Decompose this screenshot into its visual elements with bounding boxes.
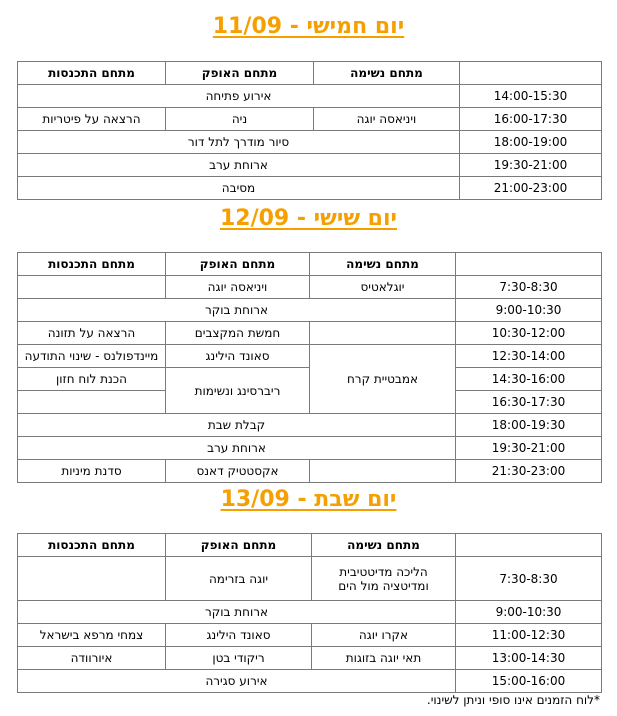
table-row xyxy=(18,131,602,154)
activity-cell: ריברסינג ונשימות xyxy=(166,368,310,414)
activity-cell: סאונד הילינג xyxy=(166,624,312,647)
activity-cell: ויניאסה יוגה xyxy=(166,276,310,299)
header-compound-ofek: מתחם האופק xyxy=(166,253,310,276)
header-time xyxy=(460,62,602,85)
table-row xyxy=(18,601,602,624)
header-compound-nesima: מתחם נשימה xyxy=(312,534,456,557)
activity-cell: סדנת מיניות xyxy=(18,460,166,483)
table-row xyxy=(18,154,602,177)
day-title-saturday: יום שבת - 13/09 xyxy=(220,487,397,512)
table-row xyxy=(18,322,602,345)
activity-cell: הכנת לוח חזון xyxy=(18,368,166,391)
event-cell: ארוחת בוקר xyxy=(18,299,456,322)
time-cell: 9:00-10:30 xyxy=(456,299,602,322)
table-row xyxy=(18,670,602,693)
event-cell: סיור מודרך לתל דור xyxy=(18,131,460,154)
header-time xyxy=(456,534,602,557)
event-cell: אירוע פתיחה xyxy=(18,85,460,108)
activity-cell: יוגלאטיס xyxy=(310,276,456,299)
activity-cell: הרצאה על תזונה xyxy=(18,322,166,345)
header-compound-ofek: מתחם האופק xyxy=(166,534,312,557)
time-cell: 11:00-12:30 xyxy=(456,624,602,647)
schedule-table-friday xyxy=(17,252,602,483)
activity-cell: אקסטטיק דאנס xyxy=(166,460,310,483)
activity-cell: סאונד הילינג xyxy=(166,345,310,368)
table-row xyxy=(18,276,602,299)
activity-cell: הליכה מדיטטיבית ומדיטציה מול הים xyxy=(312,557,456,601)
header-compound-hitkansut: מתחם התכנסות xyxy=(18,534,166,557)
time-cell: 9:00-10:30 xyxy=(456,601,602,624)
table-header-row xyxy=(18,534,602,557)
header-compound-hitkansut: מתחם התכנסות xyxy=(18,253,166,276)
schedule-table-saturday xyxy=(17,533,602,693)
activity-cell: צמחי מרפא בישראל xyxy=(18,624,166,647)
time-cell: 13:00-14:30 xyxy=(456,647,602,670)
footnote: *לוח הזמנים אינו סופי וניתן לשינוי. xyxy=(426,693,600,707)
table-row xyxy=(18,345,602,368)
time-cell: 16:30-17:30 xyxy=(456,391,602,414)
table-row xyxy=(18,85,602,108)
table-row xyxy=(18,299,602,322)
activity-cell xyxy=(18,557,166,601)
activity-cell: איורוודה xyxy=(18,647,166,670)
time-cell: 10:30-12:00 xyxy=(456,322,602,345)
table-header-row xyxy=(18,62,602,85)
activity-cell: חמשת המקצבים xyxy=(166,322,310,345)
time-cell: 7:30-8:30 xyxy=(456,276,602,299)
time-cell: 12:30-14:00 xyxy=(456,345,602,368)
activity-cell: הרצאה על פיטריות xyxy=(18,108,166,131)
activity-cell: אמבטיית קרח xyxy=(310,345,456,414)
activity-cell: ויניאסה יוגה xyxy=(314,108,460,131)
schedule-table-thursday xyxy=(17,61,602,200)
header-compound-nesima: מתחם נשימה xyxy=(314,62,460,85)
event-cell: ארוחת בוקר xyxy=(18,601,456,624)
activity-cell xyxy=(310,322,456,345)
activity-cell: תאי יוגה בזוגות xyxy=(312,647,456,670)
header-compound-ofek: מתחם האופק xyxy=(166,62,314,85)
activity-cell xyxy=(310,460,456,483)
event-cell: אירוע סגירה xyxy=(18,670,456,693)
time-cell: 14:30-16:00 xyxy=(456,368,602,391)
table-row xyxy=(18,647,602,670)
day-title-friday: יום שישי - 12/09 xyxy=(219,206,398,231)
table-row xyxy=(18,460,602,483)
activity-cell: יוגה בזרימה xyxy=(166,557,312,601)
time-cell: 18:00-19:00 xyxy=(460,131,602,154)
day-title-thursday: יום חמישי - 11/09 xyxy=(212,14,405,39)
event-cell: ארוחת ערב xyxy=(18,437,456,460)
activity-cell: ניה xyxy=(166,108,314,131)
time-cell: 7:30-8:30 xyxy=(456,557,602,601)
time-cell: 19:30-21:00 xyxy=(460,154,602,177)
table-row xyxy=(18,624,602,647)
table-row xyxy=(18,108,602,131)
event-cell: מסיבה xyxy=(18,177,460,200)
header-compound-hitkansut: מתחם התכנסות xyxy=(18,62,166,85)
activity-cell xyxy=(18,391,166,414)
table-header-row xyxy=(18,253,602,276)
activity-cell: מיינדפולנס - שינוי התודעה xyxy=(18,345,166,368)
table-row xyxy=(18,557,602,601)
time-cell: 18:00-19:30 xyxy=(456,414,602,437)
time-cell: 21:00-23:00 xyxy=(460,177,602,200)
time-cell: 16:00-17:30 xyxy=(460,108,602,131)
activity-cell xyxy=(18,276,166,299)
time-cell: 14:00-15:30 xyxy=(460,85,602,108)
header-compound-nesima: מתחם נשימה xyxy=(310,253,456,276)
time-cell: 21:30-23:00 xyxy=(456,460,602,483)
time-cell: 15:00-16:00 xyxy=(456,670,602,693)
table-row xyxy=(18,414,602,437)
table-row xyxy=(18,437,602,460)
time-cell: 19:30-21:00 xyxy=(456,437,602,460)
event-cell: קבלת שבת xyxy=(18,414,456,437)
header-time xyxy=(456,253,602,276)
activity-cell: ריקודי בטן xyxy=(166,647,312,670)
table-row xyxy=(18,177,602,200)
activity-cell: אקרו יוגה xyxy=(312,624,456,647)
event-cell: ארוחת ערב xyxy=(18,154,460,177)
